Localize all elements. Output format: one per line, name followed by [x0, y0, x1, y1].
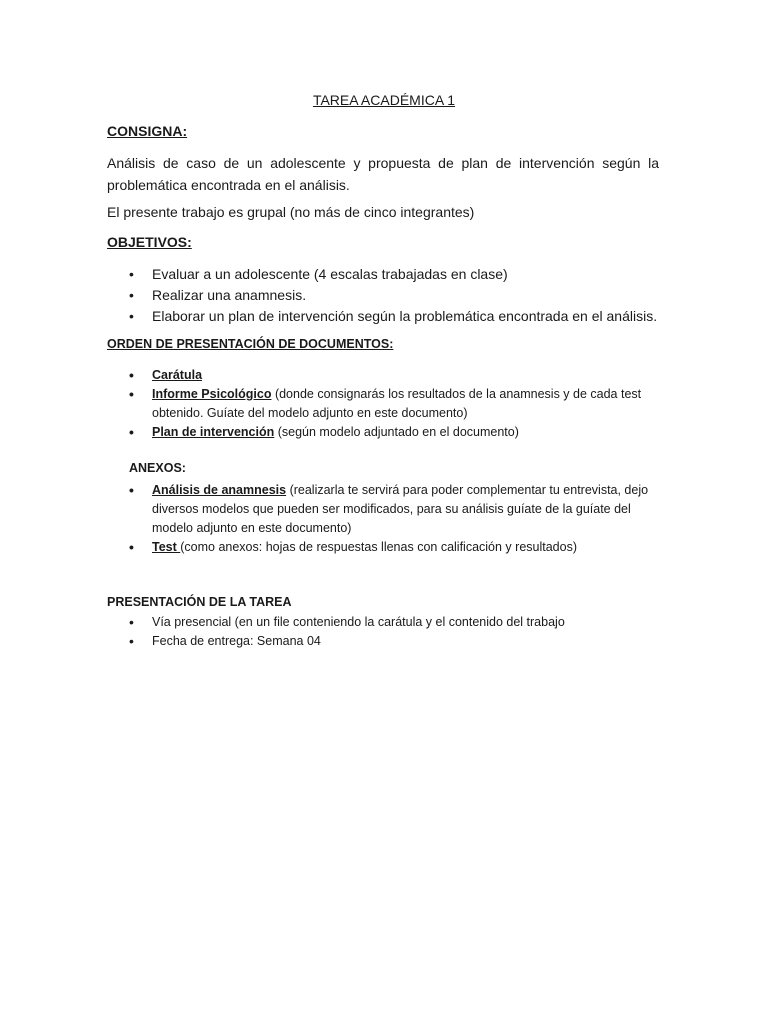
objetivos-section — [107, 234, 659, 250]
objetivo-text: Realizar una anamnesis. — [152, 287, 307, 303]
consigna-section — [107, 123, 659, 139]
bullet-icon: • — [129, 266, 134, 282]
list-item — [107, 632, 659, 651]
bullet-icon: • — [129, 482, 134, 498]
plan-desc: (según modelo adjuntado en el documento) — [274, 425, 519, 439]
list-item — [107, 613, 659, 632]
caratula-term: Carátula — [152, 368, 203, 382]
consigna-heading: CONSIGNA: — [107, 123, 188, 139]
presentacion-heading: PRESENTACIÓN DE LA TAREA — [107, 595, 292, 609]
list-item — [107, 423, 659, 442]
consigna-text-2 — [107, 202, 659, 222]
objetivos-list — [107, 264, 659, 327]
bullet-icon: • — [129, 424, 134, 440]
anexos-section — [129, 461, 659, 475]
orden-list-wrapper — [107, 366, 659, 442]
presentacion-section — [107, 595, 659, 609]
bullet-icon: • — [129, 614, 134, 630]
document-title: TAREA ACADÉMICA 1 — [312, 92, 456, 108]
consigna-paragraph-1: Análisis de caso de un adolescente y propuesta de plan de intervención según la problemática encontrada en el análisis. — [107, 155, 659, 193]
anexos-heading: ANEXOS: — [129, 461, 186, 475]
presentacion-text: Vía presencial (en un file conteniendo la carátula y el contenido del trabajo — [152, 615, 565, 629]
test-desc: (como anexos: hojas de respuestas llenas con calificación y resultados) — [180, 540, 577, 554]
plan-term: Plan de intervención — [152, 425, 275, 439]
list-item — [107, 366, 659, 385]
list-item — [107, 385, 659, 423]
bullet-icon: • — [129, 386, 134, 402]
consigna-text — [107, 152, 659, 196]
informe-term: Informe Psicológico — [152, 387, 272, 401]
list-item — [107, 285, 659, 306]
orden-list — [107, 366, 659, 442]
list-item — [107, 264, 659, 285]
anexos-list — [107, 481, 659, 557]
objetivo-text: Evaluar a un adolescente (4 escalas trabajadas en clase) — [152, 266, 508, 282]
bullet-icon: • — [129, 633, 134, 649]
list-item — [107, 306, 659, 327]
anexos-list-wrapper — [107, 481, 659, 557]
bullet-icon: • — [129, 539, 134, 555]
list-item — [107, 481, 659, 538]
bullet-icon: • — [129, 287, 134, 303]
list-item — [107, 538, 659, 557]
objetivo-text: Elaborar un plan de intervención según la problemática encontrada en el análisis. — [152, 308, 658, 324]
objetivos-list-wrapper — [107, 264, 659, 327]
bullet-icon: • — [129, 367, 134, 383]
informe-desc: (donde consignarás los resultados de la anamnesis y de cada test obtenido. Guíate del modelo adjunto en este documento) — [152, 387, 642, 420]
presentacion-list — [107, 613, 659, 651]
orden-heading: ORDEN DE PRESENTACIÓN DE DOCUMENTOS: — [107, 337, 394, 351]
anamnesis-desc: (realizarla te servirá para poder complementar tu entrevista, dejo diversos modelos que pueden ser modificados, para su análisis guíate de la guíate del modelo adjunto en este documento) — [152, 483, 649, 535]
anamnesis-term: Análisis de anamnesis — [152, 483, 287, 497]
presentacion-list-wrapper — [107, 613, 659, 651]
test-term: Test — [152, 540, 181, 554]
objetivos-heading: OBJETIVOS: — [107, 234, 192, 250]
consigna-paragraph-2: El presente trabajo es grupal (no más de cinco integrantes) — [107, 204, 475, 220]
orden-section — [107, 337, 659, 351]
bullet-icon: • — [129, 308, 134, 324]
presentacion-text: Fecha de entrega: Semana 04 — [152, 634, 321, 648]
